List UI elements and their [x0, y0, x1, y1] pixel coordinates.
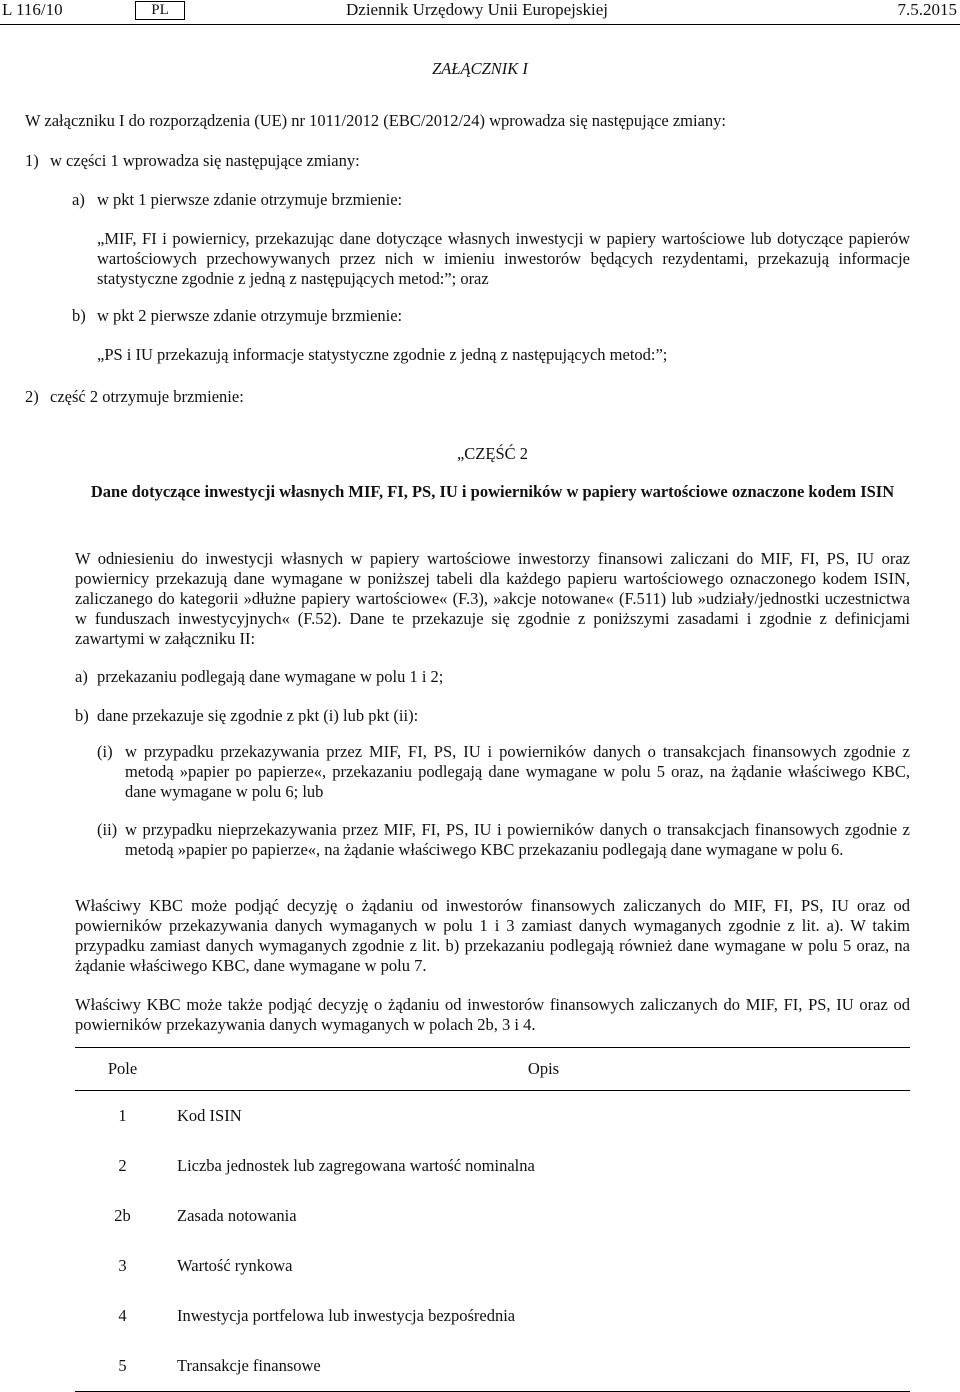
rule-i-text: w przypadku przekazywania przez MIF, FI, PS, IU i powierników danych o transakcjach finansowych zgodnie z metodą »papier po papierze«, przekazaniu podlegają dane wymagane w polu 5 oraz, na żądanie właściwego KBC, dane wymagane w polu 6; lub	[125, 742, 910, 801]
field-number: 3	[118, 1256, 127, 1275]
table-row	[75, 1291, 910, 1341]
quote-2: „PS i IU przekazują informacje statystyczne zgodnie z jedną z następujących metod:”;	[97, 345, 668, 364]
point-2-number: 2)	[25, 387, 39, 406]
point-1-text: w części 1 wprowadza się następujące zmiany:	[50, 151, 360, 170]
body-paragraph-3: Właściwy KBC może także podjąć decyzję o żądaniu od inwestorów finansowych zaliczanych do MIF, FI, PS, IU oraz od powierników przekazywania danych wymaganych w polach 2b, 3 i 4.	[75, 995, 910, 1034]
rule-a-text: przekazaniu podlegają dane wymagane w polu 1 i 2;	[97, 667, 444, 686]
field-number: 2b	[114, 1206, 131, 1225]
fields-table	[75, 1047, 910, 1392]
field-description: Wartość rynkowa	[177, 1256, 293, 1275]
rule-ii-text: w przypadku nieprzekazywania przez MIF, FI, PS, IU i powierników danych o transakcjach finansowych zgodnie z metodą »papier po papierze«, na żądanie właściwego KBC przekazaniu podlegają dane wymagane w polu 6.	[125, 820, 910, 859]
point-1a-text: w pkt 1 pierwsze zdanie otrzymuje brzmienie:	[97, 190, 403, 209]
point-1-number: 1)	[25, 151, 39, 170]
rule-i-number: (i)	[97, 742, 113, 761]
column-header-pole: Pole	[75, 1048, 170, 1091]
rule-b-text: dane przekazuje się zgodnie z pkt (i) lub pkt (ii):	[97, 706, 419, 725]
body-paragraph-2: Właściwy KBC może podjąć decyzję o żądaniu od inwestorów finansowych zaliczanych do MIF, FI, PS, IU oraz od powierników przekazywania danych wymaganych w polu 1 i 3 zamiast danych wymaganych zgodnie z lit. a). W takim przypadku zamiast danych wymaganych zgodnie z lit. b) przekazaniu podlegają również dane wymagane w polu 5 oraz, na żądanie właściwego KBC, dane wymagane w polu 7.	[75, 896, 910, 975]
table-header-row	[75, 1048, 910, 1091]
point-1b-number: b)	[72, 306, 86, 325]
column-header-opis: Opis	[170, 1048, 910, 1091]
header-rule	[0, 24, 960, 25]
point-2-text: część 2 otrzymuje brzmienie:	[50, 387, 244, 406]
table-row	[75, 1241, 910, 1291]
field-description: Transakcje finansowe	[170, 1341, 910, 1392]
rule-ii-number: (ii)	[97, 820, 118, 839]
field-number: 2	[118, 1156, 127, 1175]
field-description: Liczba jednostek lub zagregowana wartość nominalna	[177, 1156, 535, 1175]
table-row	[75, 1191, 910, 1241]
part-heading: Dane dotyczące inwestycji własnych MIF, FI, PS, IU i powierników w papiery wartościowe oznaczone kodem ISIN	[90, 482, 895, 501]
language-badge: PL	[135, 1, 185, 20]
field-number: 1	[118, 1106, 127, 1125]
field-number: 4	[118, 1306, 127, 1325]
table-row	[75, 1091, 910, 1142]
table-row	[75, 1141, 910, 1191]
point-1a-number: a)	[72, 190, 85, 209]
body-paragraph-1: W odniesieniu do inwestycji własnych w papiery wartościowe inwestorzy finansowi zaliczani do MIF, FI, PS, IU oraz powiernicy przekazują dane wymagane w poniższej tabeli dla każdego papieru wartościowego oznaczonego kodem ISIN, zaliczanego do kategorii »dłużne papiery wartościowe« (F.3), »akcje notowane« (F.511) lub »udziały/jednostki uczestnictwa w funduszach inwestycyjnych« (F.52). Dane te przekazuje się zgodnie z poniższymi zasadami i zgodnie z definicjami zawartymi w załączniku II:	[75, 549, 910, 648]
table-row	[75, 1341, 910, 1392]
point-1b-text: w pkt 2 pierwsze zdanie otrzymuje brzmienie:	[97, 306, 403, 325]
quote-1: „MIF, FI i powiernicy, przekazując dane dotyczące własnych inwestycji w papiery wartościowe lub dotyczące papierów wartościowych przechowywanych przez nich w imieniu inwestorów będących rezydentami, przekazują informacje statystyczne zgodnie z jedną z następujących metod:”; oraz	[97, 229, 910, 288]
field-description: Kod ISIN	[177, 1106, 242, 1125]
intro-text: W załączniku I do rozporządzenia (UE) nr 1011/2012 (EBC/2012/24) wprowadza się następujące zmiany:	[25, 111, 727, 130]
publication-date: 7.5.2015	[897, 0, 957, 19]
field-description: Zasada notowania	[177, 1206, 297, 1225]
annex-title: ZAŁĄCZNIK I	[432, 59, 528, 78]
rule-a-number: a)	[75, 667, 88, 686]
rule-b-number: b)	[75, 706, 89, 725]
journal-title: Dziennik Urzędowy Unii Europejskiej	[346, 0, 609, 19]
field-number: 5	[75, 1341, 170, 1392]
page-reference: L 116/10	[2, 0, 63, 19]
part-title: „CZĘŚĆ 2	[456, 444, 529, 463]
field-description: Inwestycja portfelowa lub inwestycja bezpośrednia	[177, 1306, 516, 1325]
